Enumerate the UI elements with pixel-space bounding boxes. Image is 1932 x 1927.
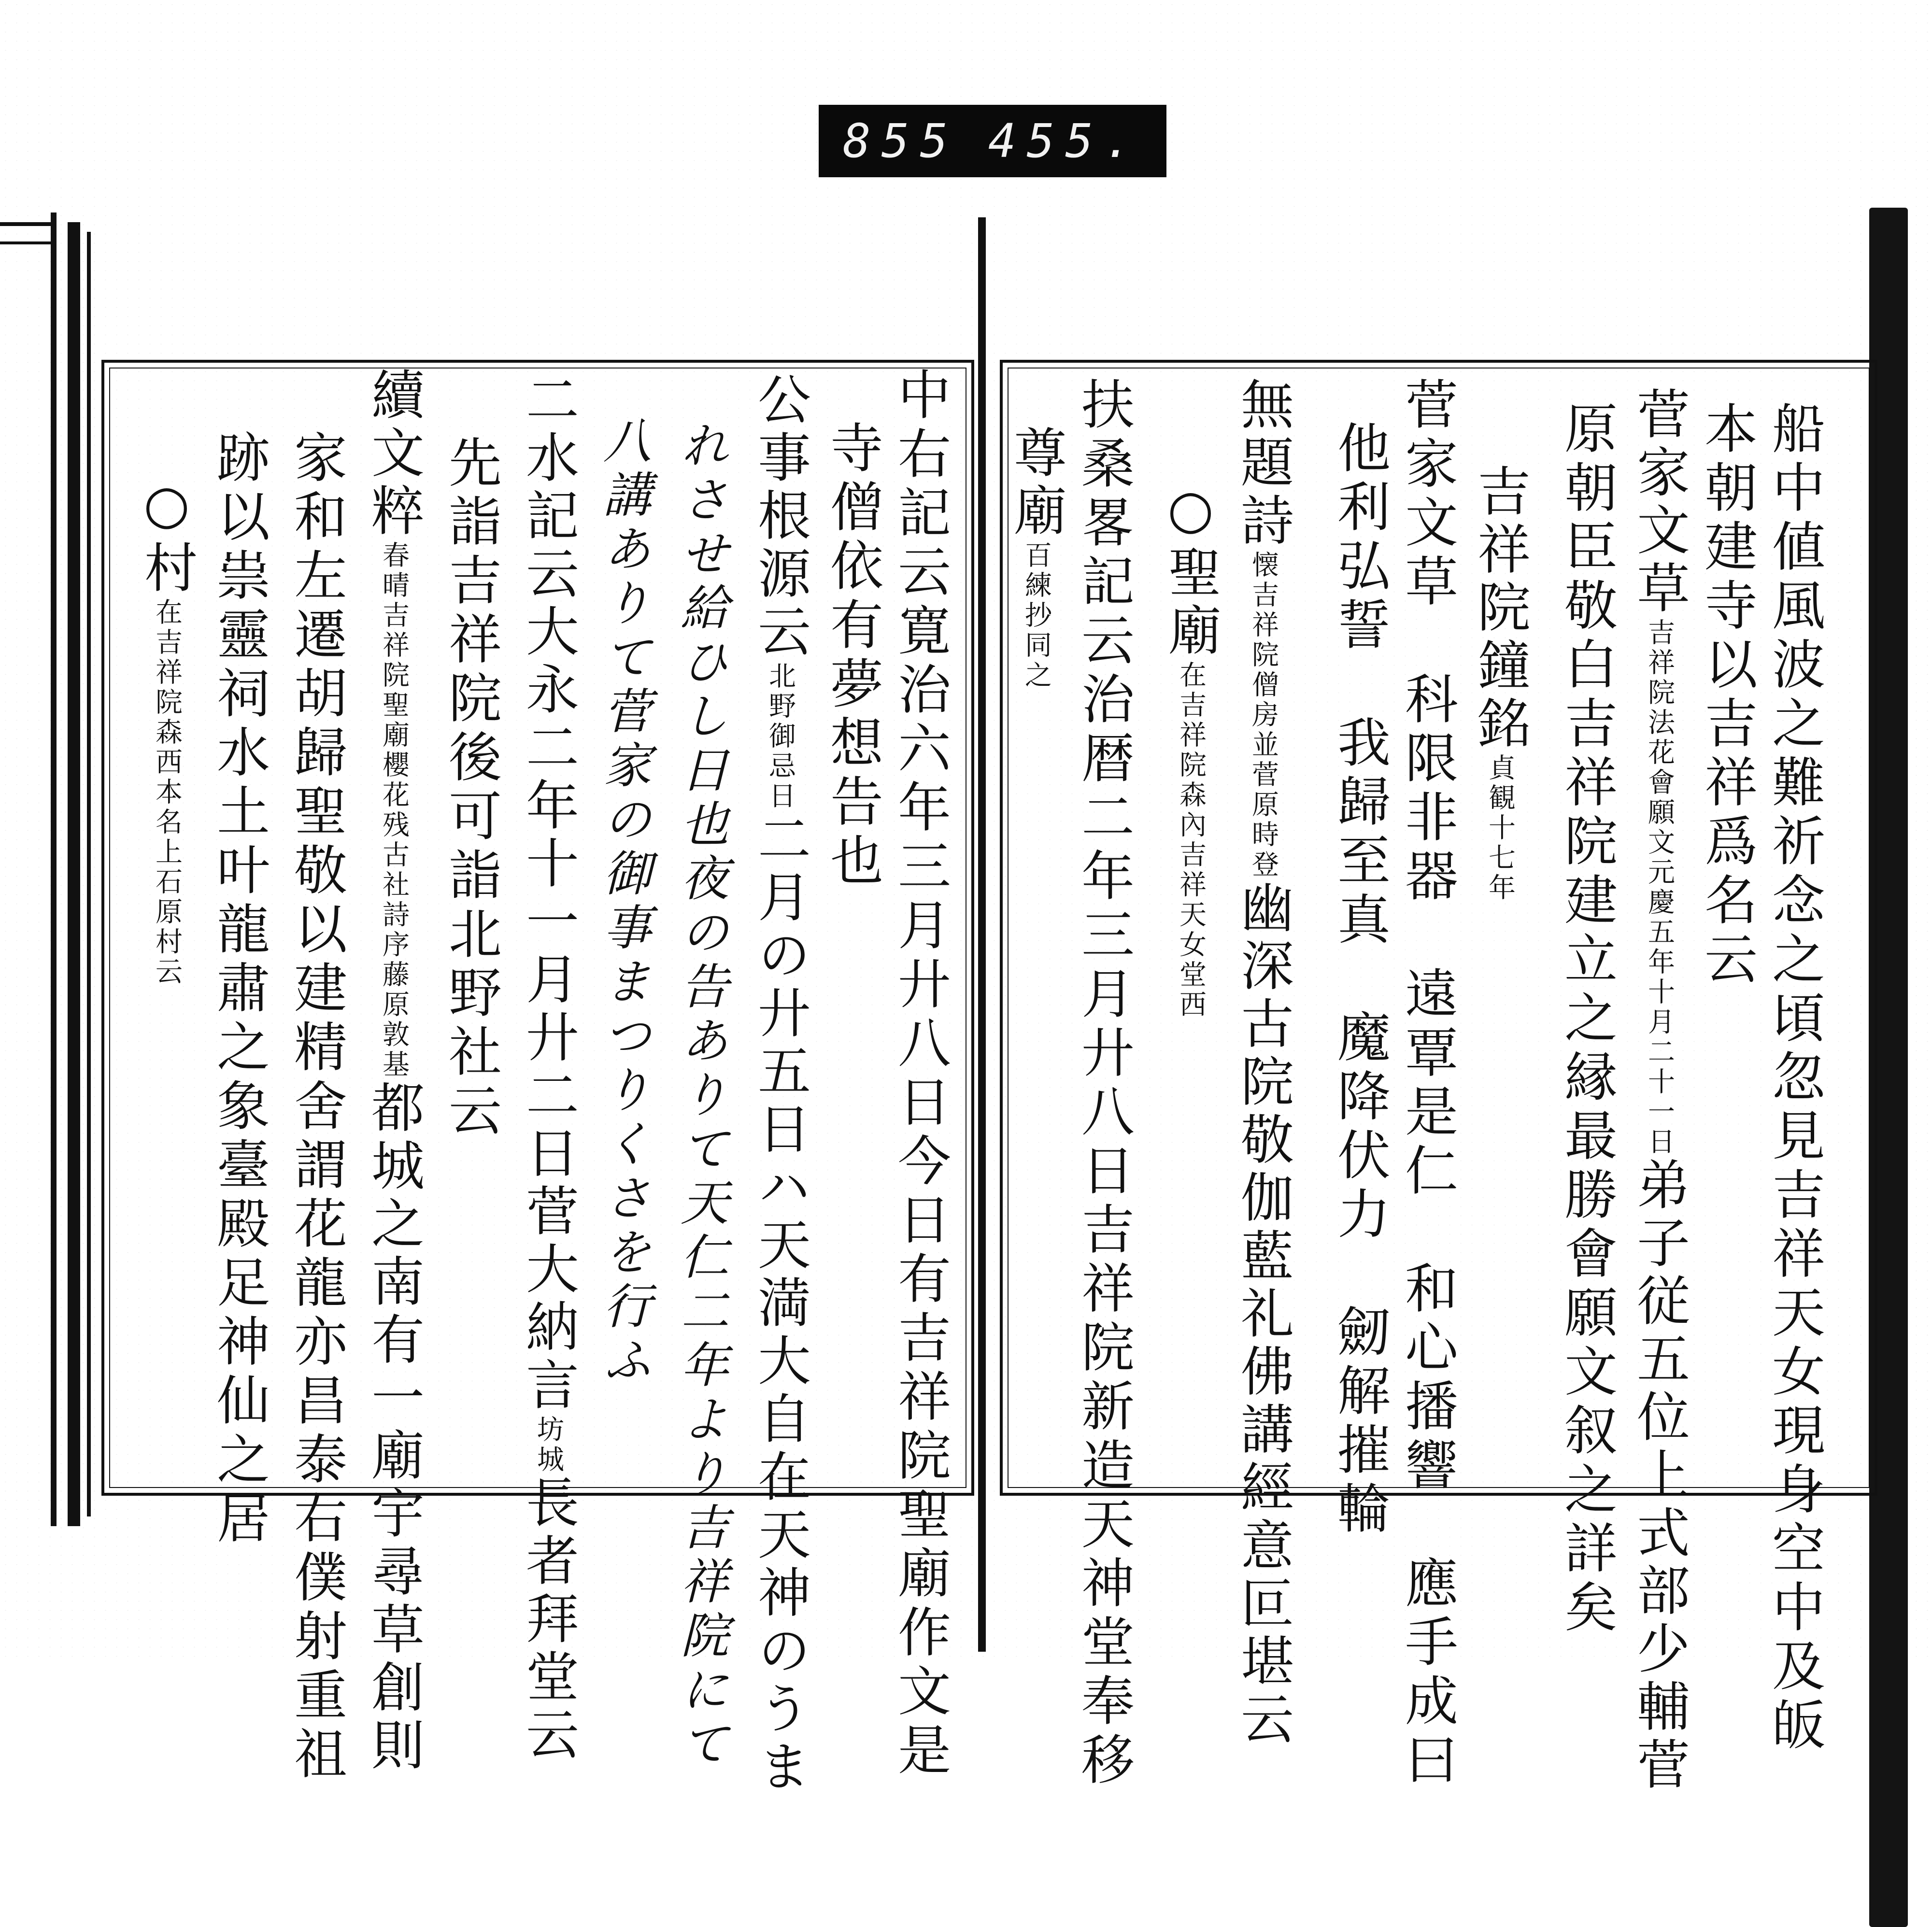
text-head: 吉祥院鐘銘 xyxy=(1469,464,1531,753)
text-head: 無題詩 xyxy=(1232,377,1294,551)
text-column xyxy=(517,372,579,1765)
text-column: 八講ありて菅家の御事まつりくさを行ふ xyxy=(595,415,652,1389)
left-page-number: 855 xyxy=(843,114,959,168)
text-column: 他利弘誓 我歸至真 魔降伏力 劒解摧輪 xyxy=(1329,420,1391,1540)
text-column xyxy=(363,367,425,1775)
text-head: 續文粹 xyxy=(363,367,425,541)
text-head: 尊廟 xyxy=(1005,425,1067,541)
text-column: 寺僧依有夢想告也 xyxy=(822,420,883,892)
text-column: 船中値風波之難祈念之頃忽見吉祥天女現身空中及皈 xyxy=(1763,401,1825,1756)
text-head: 公事根源云 xyxy=(749,372,811,662)
text-column xyxy=(1160,478,1222,1020)
text-column: 菅家文草 科限非器 遠覃是仁 和心播響 應手成曰 xyxy=(1396,377,1458,1791)
text-note: 吉祥院法花會願文元慶五年十月二十一日 xyxy=(1644,618,1675,1157)
text-tail: 弟子従五位上式部少輔菅 xyxy=(1628,1157,1690,1795)
text-column: れさせ給ひし日也夜の告ありて天仁二年より吉祥院にて xyxy=(672,420,729,1772)
text-head: 菅家文草 xyxy=(1628,386,1690,618)
text-note: 在吉祥院森內吉祥天女堂西 xyxy=(1175,661,1207,1020)
text-column: 先詣吉祥院後可詣北野社云 xyxy=(440,435,502,1142)
text-column xyxy=(1005,425,1067,691)
text-note: 在吉祥院森西本名上石原村云 xyxy=(151,598,183,987)
text-column: 原朝臣敬白吉祥院建立之縁最勝會願文叙之詳矣 xyxy=(1556,401,1618,1638)
text-head: ○聖廟 xyxy=(1160,478,1222,661)
text-column xyxy=(1469,464,1531,903)
text-note: 坊城 xyxy=(533,1415,564,1475)
text-column xyxy=(1628,386,1690,1795)
text-note: 貞観十七年 xyxy=(1484,753,1516,903)
text-column xyxy=(749,372,811,1797)
text-column: 家和左遷胡歸聖敬以建精舍謂花龍亦昌泰右僕射重祖 xyxy=(285,430,347,1785)
text-tail: 長者拜堂云 xyxy=(517,1475,579,1765)
text-note: 北野御忌日 xyxy=(765,662,796,811)
text-column: 中右記云寛治六年三月廾八日今日有吉祥院聖廟作文是 xyxy=(889,367,951,1781)
book-spine xyxy=(978,217,986,1652)
text-column xyxy=(1232,377,1294,1749)
text-tail: 都城之南有一廟宇尋草創則 xyxy=(363,1080,425,1775)
right-page-number: 455. xyxy=(988,114,1142,168)
page-number-label xyxy=(819,105,1166,177)
text-column: 扶桑畧記云治暦二年三月廾八日吉祥院新造天神堂奉移 xyxy=(1073,377,1135,1791)
text-note: 百練抄同之 xyxy=(1021,541,1052,691)
text-note: 懐吉祥院僧房並菅原時登 xyxy=(1248,551,1279,880)
left-binding-edge xyxy=(0,213,101,1526)
text-head: ○村 xyxy=(136,473,198,598)
text-tail: 幽深古院敬伽藍礼佛講經意叵堪云 xyxy=(1232,880,1294,1749)
text-column: 本朝建寺以吉祥爲名云 xyxy=(1696,401,1758,990)
text-note: 春晴吉祥院聖廟櫻花残古社詩序藤原敦基 xyxy=(378,541,410,1080)
text-tail: 二月の廾五日ハ天満大自在天神のうま xyxy=(749,811,811,1797)
text-head: 二水記云大永二年十一月廾二日菅大納言 xyxy=(517,372,579,1415)
text-column xyxy=(136,473,198,987)
text-column: 跡以祟靈祠水土叶龍肅之象臺殿足神仙之居 xyxy=(208,430,270,1549)
